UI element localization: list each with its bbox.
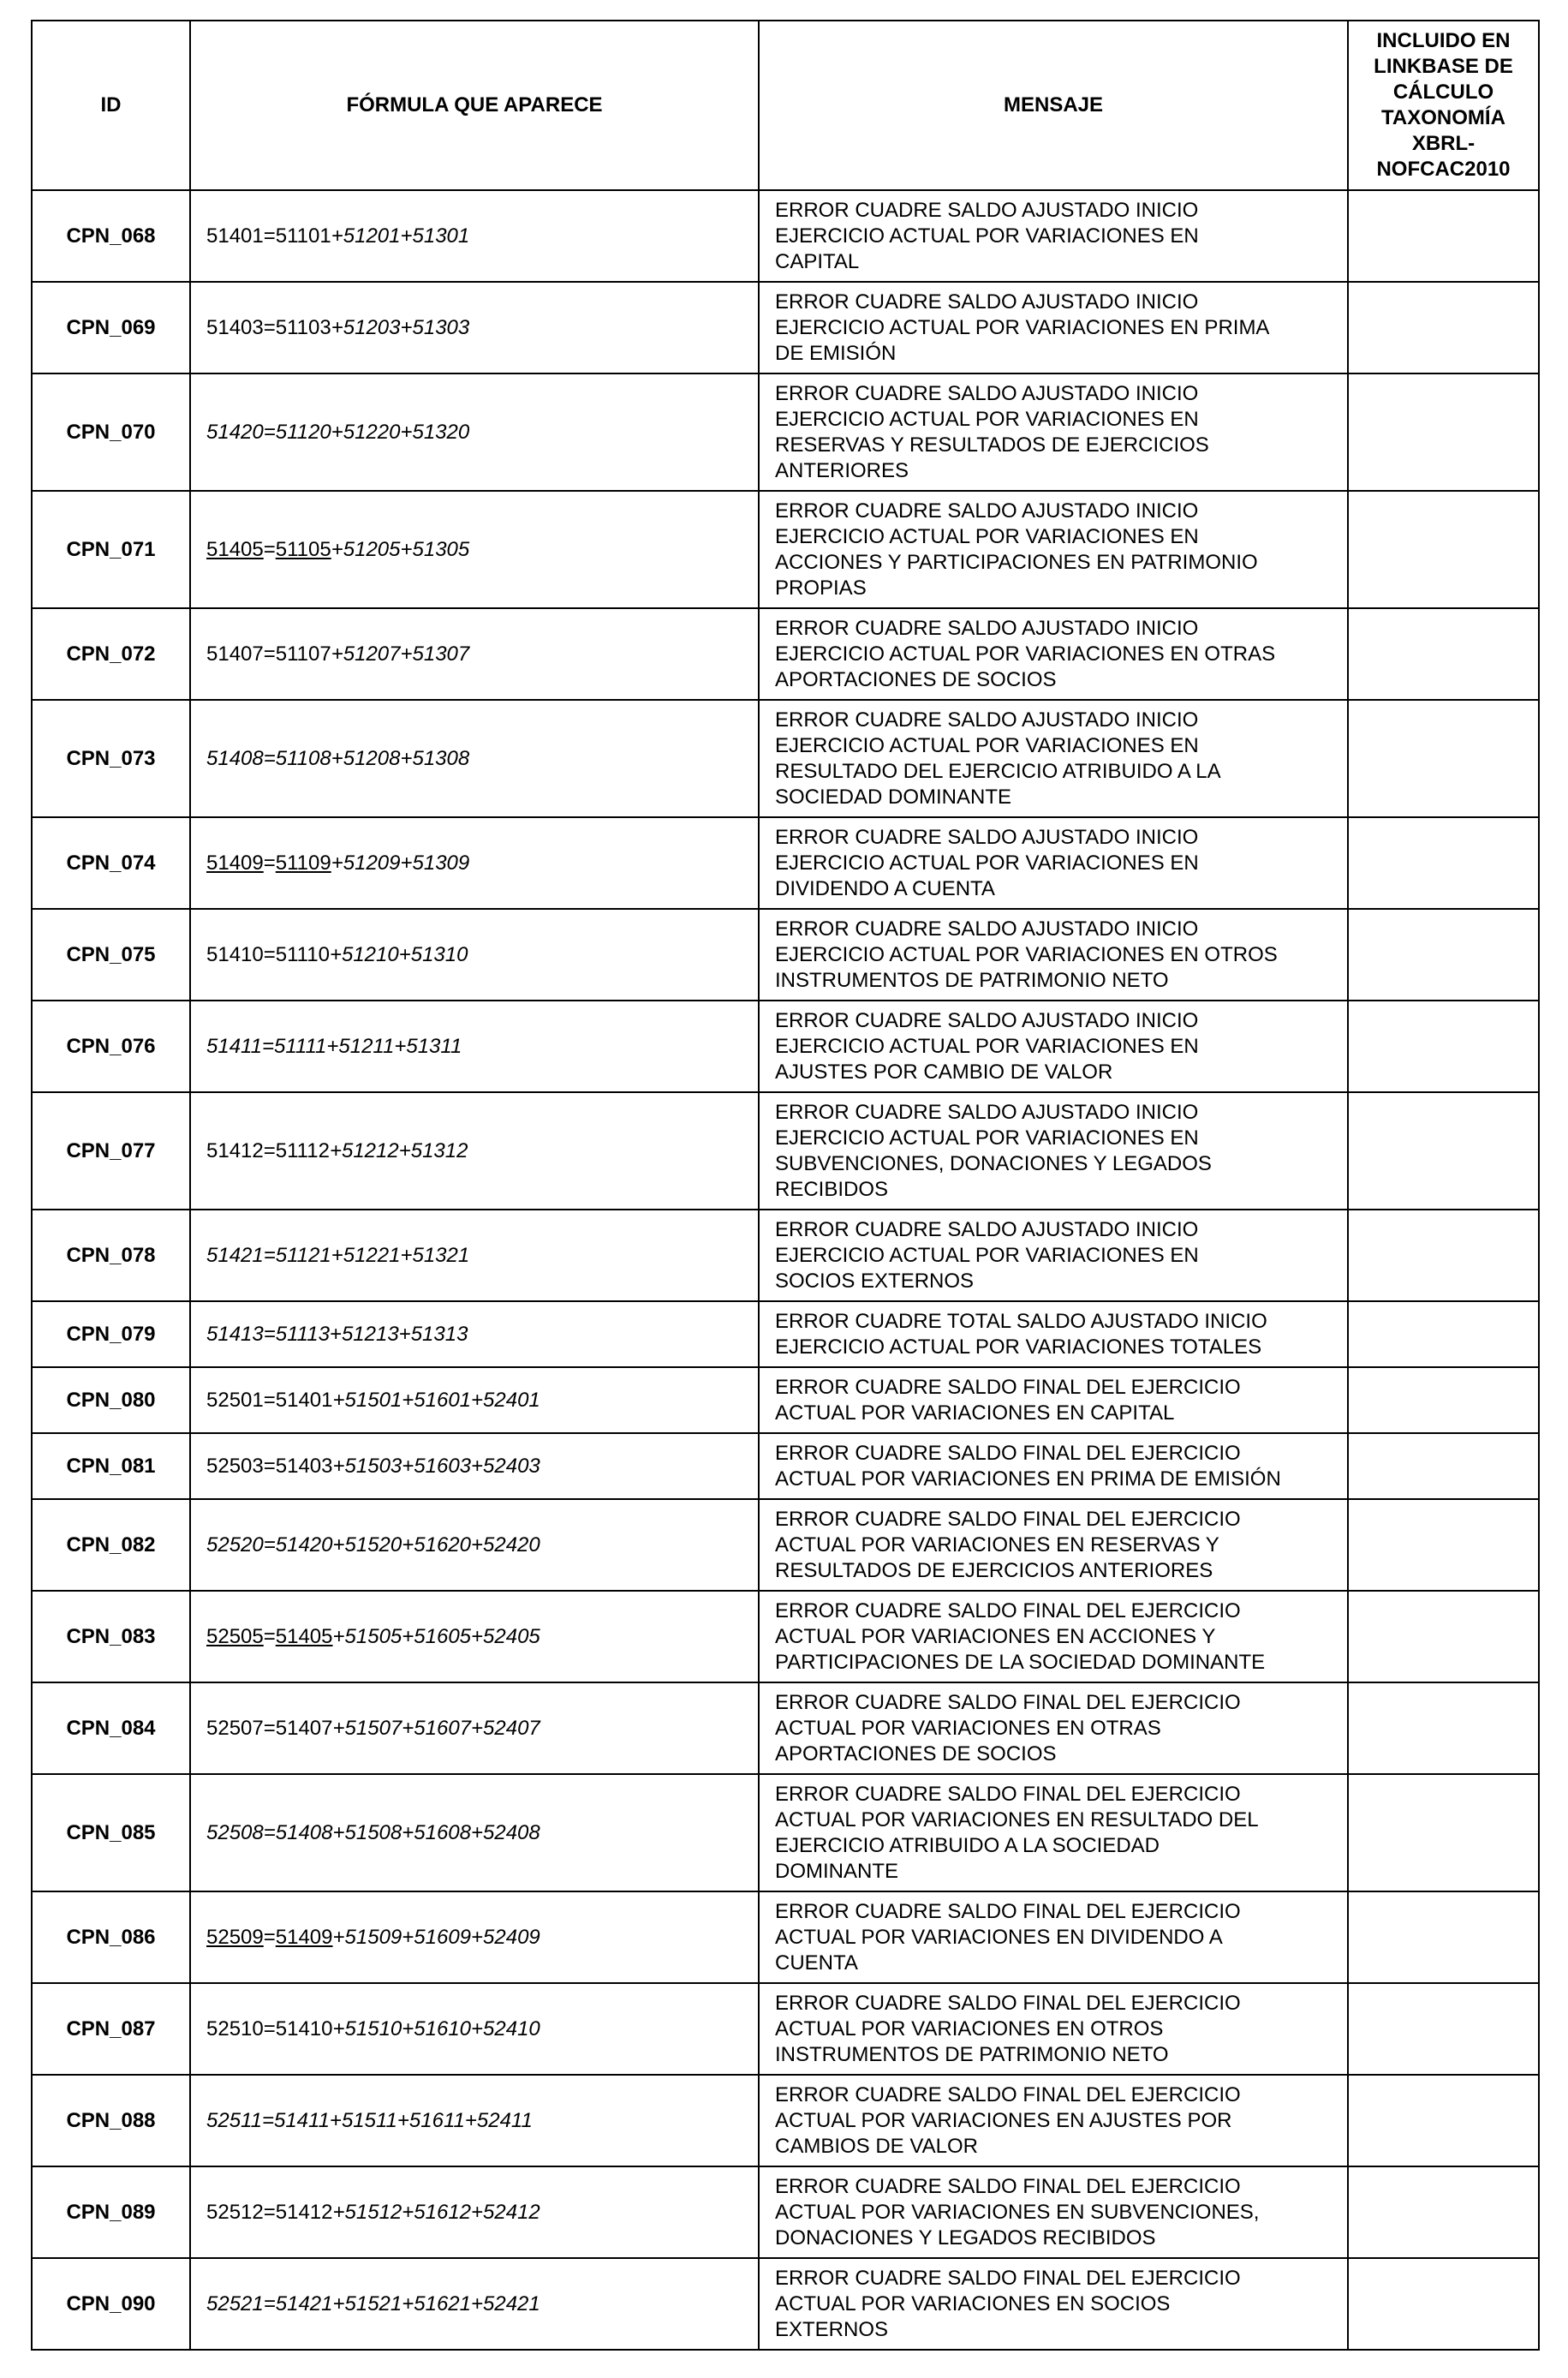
rule-included-cell [1348,282,1539,373]
table-row [32,1001,1539,1092]
table-row [32,1774,1539,1891]
rule-formula [190,2258,759,2350]
rule-id: CPN_082 [32,1499,190,1591]
formula-segment: 52503 [206,1454,264,1478]
formula-segment: 51110 [275,942,330,966]
message-line: SUBVENCIONES, DONACIONES Y LEGADOS [775,1151,1212,1175]
message-line: SOCIOS EXTERNOS [775,1269,975,1293]
rule-included-cell [1348,1983,1539,2075]
message-line: EJERCICIO ACTUAL POR VARIACIONES EN [775,224,1199,248]
message-line: ERROR CUADRE SALDO AJUSTADO INICIO [775,198,1199,222]
header-row [32,21,1539,190]
rule-formula [190,700,759,817]
rule-message [759,1210,1348,1301]
rule-formula [190,1891,759,1983]
rule-message [759,1499,1348,1591]
formula-segment: = [263,1388,276,1412]
table-row [32,909,1539,1001]
rule-id: CPN_081 [32,1433,190,1499]
formula-segment: 51410 [275,2017,333,2040]
table-row [32,1301,1539,1367]
rule-message [759,1983,1348,2075]
formula-segment: = [263,2200,276,2224]
message-line: EJERCICIO ACTUAL POR VARIACIONES EN OTROS [775,942,1278,966]
formula-segment: 51109 [275,851,331,875]
message-line: PROPIAS [775,576,867,600]
formula-segment: +51201+51301 [331,224,470,248]
message-line: EJERCICIO ACTUAL POR VARIACIONES EN [775,1034,1199,1058]
formula-segment: +51505+51605+52405 [332,1624,540,1648]
formula-segment: +51209+51309 [331,851,470,875]
rule-message [759,700,1348,817]
message-line: ERROR CUADRE SALDO FINAL DEL EJERCICIO [775,2174,1241,2198]
rule-included-cell [1348,1591,1539,1682]
rule-message [759,190,1348,282]
message-line: EJERCICIO ACTUAL POR VARIACIONES EN [775,851,1199,875]
formula-segment: 51407 [206,642,264,666]
formula-segment: 51420=51120+51220+51320 [206,420,470,444]
rule-id: CPN_074 [32,817,190,909]
message-line: ERROR CUADRE SALDO FINAL DEL EJERCICIO [775,1690,1241,1714]
table-row [32,282,1539,373]
table-row [32,2075,1539,2166]
rule-id: CPN_090 [32,2258,190,2350]
message-line: EJERCICIO ACTUAL POR VARIACIONES EN [775,733,1199,757]
formula-segment: +51510+51610+52410 [332,2017,540,2040]
validation-rules-table [31,20,1540,2351]
rule-message [759,1591,1348,1682]
message-line: ERROR CUADRE SALDO FINAL DEL EJERCICIO [775,1598,1241,1622]
rule-message [759,1092,1348,1210]
rule-id: CPN_070 [32,373,190,491]
formula-segment: 51401 [206,224,264,248]
rule-id: CPN_088 [32,2075,190,2166]
message-line: ERROR CUADRE SALDO FINAL DEL EJERCICIO [775,1899,1241,1923]
header-included-line: INCLUIDO EN [1376,29,1511,52]
message-line: ACTUAL POR VARIACIONES EN DIVIDENDO A [775,1925,1223,1949]
message-line: ACTUAL POR VARIACIONES EN SUBVENCIONES, [775,2200,1260,2224]
rule-formula [190,373,759,491]
formula-segment: +51503+51603+52403 [332,1454,540,1478]
message-line: EXTERNOS [775,2317,889,2341]
table-row [32,2166,1539,2258]
message-line: ERROR CUADRE SALDO FINAL DEL EJERCICIO [775,1782,1241,1806]
message-line: ACTUAL POR VARIACIONES EN SOCIOS [775,2291,1171,2315]
rule-id: CPN_076 [32,1001,190,1092]
formula-segment: = [263,942,276,966]
formula-segment: 51105 [275,537,331,561]
rule-message [759,1301,1348,1367]
rule-message [759,2075,1348,2166]
rule-included-cell [1348,1210,1539,1301]
table-row [32,1367,1539,1433]
header-included-line: XBRL- [1411,132,1476,155]
rule-message [759,1774,1348,1891]
rule-included-cell [1348,2166,1539,2258]
table-row [32,373,1539,491]
rule-id: CPN_084 [32,1682,190,1774]
message-line: INSTRUMENTOS DE PATRIMONIO NETO [775,2042,1169,2066]
table-row [32,2258,1539,2350]
message-line: RECIBIDOS [775,1177,889,1201]
message-line: ERROR CUADRE SALDO AJUSTADO INICIO [775,499,1199,523]
formula-segment: +51203+51303 [331,315,470,339]
formula-segment: 52512 [206,2200,264,2224]
table-row [32,1210,1539,1301]
formula-segment: 51407 [275,1716,333,1740]
formula-segment: 51410 [206,942,264,966]
formula-segment: +51205+51305 [331,537,470,561]
formula-segment: +51212+51312 [329,1138,468,1162]
message-line: APORTACIONES DE SOCIOS [775,1742,1057,1766]
table-row [32,1983,1539,2075]
table-row [32,608,1539,700]
table-row [32,1499,1539,1591]
message-line: ERROR CUADRE SALDO AJUSTADO INICIO [775,381,1199,405]
table-row [32,190,1539,282]
table-row [32,1891,1539,1983]
message-line: CAMBIOS DE VALOR [775,2134,978,2158]
rule-message [759,1367,1348,1433]
rule-message [759,1891,1348,1983]
rule-included-cell [1348,190,1539,282]
formula-segment: 52521=51421+51521+51621+52421 [206,2291,540,2315]
header-included-line: NOFCAC2010 [1376,158,1511,181]
message-line: ERROR CUADRE SALDO AJUSTADO INICIO [775,917,1199,941]
message-line: EJERCICIO ATRIBUIDO A LA SOCIEDAD [775,1833,1160,1857]
table-row [32,1092,1539,1210]
rule-id: CPN_083 [32,1591,190,1682]
message-line: ERROR CUADRE SALDO FINAL DEL EJERCICIO [775,1375,1241,1399]
formula-segment: +51210+51310 [329,942,468,966]
rule-id: CPN_079 [32,1301,190,1367]
formula-segment: 51103 [275,315,331,339]
rule-included-cell [1348,817,1539,909]
message-line: ACTUAL POR VARIACIONES EN CAPITAL [775,1401,1175,1425]
rule-id: CPN_068 [32,190,190,282]
message-line: INSTRUMENTOS DE PATRIMONIO NETO [775,968,1169,992]
rule-formula [190,817,759,909]
message-line: ANTERIORES [775,458,909,482]
formula-segment: 51112 [275,1138,330,1162]
formula-segment: = [263,2017,276,2040]
message-line: ERROR CUADRE SALDO FINAL DEL EJERCICIO [775,1507,1241,1531]
formula-segment: = [263,224,276,248]
message-line: SOCIEDAD DOMINANTE [775,785,1012,809]
formula-segment: 51405 [206,537,264,561]
rule-included-cell [1348,2258,1539,2350]
rule-message [759,2166,1348,2258]
header-included-line: CÁLCULO [1392,81,1494,104]
rule-id: CPN_069 [32,282,190,373]
message-line: RESULTADO DEL EJERCICIO ATRIBUIDO A LA [775,759,1221,783]
rule-formula [190,1210,759,1301]
formula-segment: 51405 [275,1624,333,1648]
message-line: ACTUAL POR VARIACIONES EN OTROS [775,2017,1164,2040]
message-line: DE EMISIÓN [775,341,897,365]
message-line: ACTUAL POR VARIACIONES EN PRIMA DE EMISIÓN [775,1467,1281,1491]
rule-message [759,1001,1348,1092]
rule-included-cell [1348,1682,1539,1774]
formula-segment: 52511=51411+51511+51611+52411 [206,2108,533,2132]
message-line: ERROR CUADRE SALDO FINAL DEL EJERCICIO [775,2082,1241,2106]
formula-segment: 52509 [206,1925,264,1949]
rule-message [759,2258,1348,2350]
table-row [32,491,1539,608]
rule-message [759,909,1348,1001]
formula-segment: +51509+51609+52409 [332,1925,540,1949]
rule-included-cell [1348,1001,1539,1092]
formula-segment: = [263,537,276,561]
rule-message [759,1682,1348,1774]
message-line: ERROR CUADRE SALDO AJUSTADO INICIO [775,1100,1199,1124]
rule-formula [190,1001,759,1092]
rule-message [759,282,1348,373]
rule-formula [190,2075,759,2166]
formula-segment: +51512+51612+52412 [332,2200,540,2224]
formula-segment: 52501 [206,1388,264,1412]
rule-included-cell [1348,1367,1539,1433]
rule-included-cell [1348,491,1539,608]
header-id: ID [32,21,190,190]
message-line: EJERCICIO ACTUAL POR VARIACIONES EN [775,1243,1199,1267]
rule-formula [190,282,759,373]
formula-segment: +51501+51601+52401 [332,1388,540,1412]
rule-formula [190,491,759,608]
rule-formula [190,2166,759,2258]
message-line: EJERCICIO ACTUAL POR VARIACIONES EN [775,407,1199,431]
message-line: ACTUAL POR VARIACIONES EN RESERVAS Y [775,1533,1219,1556]
formula-segment: = [263,315,276,339]
header-included [1348,21,1539,190]
rule-formula [190,1591,759,1682]
header-message: MENSAJE [759,21,1348,190]
formula-segment: 52510 [206,2017,264,2040]
formula-segment: +51507+51607+52407 [332,1716,540,1740]
rule-included-cell [1348,1774,1539,1891]
message-line: ERROR CUADRE TOTAL SALDO AJUSTADO INICIO [775,1309,1267,1333]
rule-message [759,373,1348,491]
rule-included-cell [1348,909,1539,1001]
message-line: PARTICIPACIONES DE LA SOCIEDAD DOMINANTE [775,1650,1266,1674]
message-line: APORTACIONES DE SOCIOS [775,667,1057,691]
message-line: ERROR CUADRE SALDO AJUSTADO INICIO [775,616,1199,640]
table-row [32,817,1539,909]
formula-segment: 51408=51108+51208+51308 [206,746,470,770]
message-line: ACCIONES Y PARTICIPACIONES EN PATRIMONIO [775,550,1258,574]
message-line: ACTUAL POR VARIACIONES EN ACCIONES Y [775,1624,1216,1648]
message-line: ERROR CUADRE SALDO AJUSTADO INICIO [775,1008,1199,1032]
rule-id: CPN_075 [32,909,190,1001]
formula-segment: +51207+51307 [331,642,470,666]
rule-formula [190,1301,759,1367]
rule-id: CPN_073 [32,700,190,817]
message-line: EJERCICIO ACTUAL POR VARIACIONES EN PRIMA [775,315,1270,339]
formula-segment: = [263,1716,276,1740]
message-line: ERROR CUADRE SALDO AJUSTADO INICIO [775,708,1199,732]
header-included-line: LINKBASE DE [1374,55,1513,78]
formula-segment: 51107 [275,642,331,666]
rule-message [759,608,1348,700]
rule-id: CPN_089 [32,2166,190,2258]
formula-segment: 51412 [206,1138,264,1162]
message-line: ERROR CUADRE SALDO FINAL DEL EJERCICIO [775,2266,1241,2290]
message-line: CUENTA [775,1951,858,1975]
rule-id: CPN_078 [32,1210,190,1301]
formula-segment: 51409 [206,851,264,875]
message-line: ACTUAL POR VARIACIONES EN AJUSTES POR [775,2108,1232,2132]
rule-id: CPN_080 [32,1367,190,1433]
rule-formula [190,1092,759,1210]
formula-segment: 51101 [275,224,331,248]
formula-segment: 51411=51111+51211+51311 [206,1034,462,1058]
rule-id: CPN_085 [32,1774,190,1891]
rule-included-cell [1348,1433,1539,1499]
message-line: ACTUAL POR VARIACIONES EN RESULTADO DEL [775,1807,1259,1831]
formula-segment: 51403 [206,315,264,339]
header-formula: FÓRMULA QUE APARECE [190,21,759,190]
rule-id: CPN_086 [32,1891,190,1983]
message-line: ERROR CUADRE SALDO AJUSTADO INICIO [775,290,1199,314]
message-line: EJERCICIO ACTUAL POR VARIACIONES EN OTRAS [775,642,1276,666]
message-line: AJUSTES POR CAMBIO DE VALOR [775,1060,1113,1084]
rule-formula [190,608,759,700]
header-included-line: TAXONOMÍA [1381,106,1505,129]
table-row [32,700,1539,817]
rule-id: CPN_072 [32,608,190,700]
rule-message [759,1433,1348,1499]
rule-included-cell [1348,373,1539,491]
rule-message [759,491,1348,608]
message-line: EJERCICIO ACTUAL POR VARIACIONES EN [775,1126,1199,1150]
message-line: CAPITAL [775,249,860,273]
rule-formula [190,1367,759,1433]
message-line: DONACIONES Y LEGADOS RECIBIDOS [775,2226,1156,2250]
formula-segment: = [263,642,276,666]
rule-included-cell [1348,1301,1539,1367]
formula-segment: = [263,1925,276,1949]
message-line: DIVIDENDO A CUENTA [775,876,995,900]
rule-formula [190,1499,759,1591]
message-line: RESERVAS Y RESULTADOS DE EJERCICIOS [775,433,1209,457]
rule-formula [190,1433,759,1499]
formula-segment: 52520=51420+51520+51620+52420 [206,1533,540,1556]
formula-segment: 52507 [206,1716,264,1740]
formula-segment: 51421=51121+51221+51321 [206,1243,470,1267]
rule-included-cell [1348,1499,1539,1591]
formula-segment: 51412 [275,2200,333,2224]
formula-segment: 51413=51113+51213+51313 [206,1322,468,1346]
formula-segment: 51403 [275,1454,333,1478]
message-line: ERROR CUADRE SALDO FINAL DEL EJERCICIO [775,1441,1241,1465]
rule-formula [190,1774,759,1891]
rule-formula [190,190,759,282]
rule-id: CPN_077 [32,1092,190,1210]
rule-included-cell [1348,2075,1539,2166]
rule-formula [190,909,759,1001]
message-line: EJERCICIO ACTUAL POR VARIACIONES TOTALES [775,1335,1262,1359]
table-row [32,1682,1539,1774]
rule-formula [190,1682,759,1774]
message-line: ERROR CUADRE SALDO AJUSTADO INICIO [775,1217,1199,1241]
rule-included-cell [1348,700,1539,817]
message-line: EJERCICIO ACTUAL POR VARIACIONES EN [775,524,1199,548]
rule-included-cell [1348,1891,1539,1983]
formula-segment: 52508=51408+51508+51608+52408 [206,1820,540,1844]
rule-included-cell [1348,1092,1539,1210]
rule-included-cell [1348,608,1539,700]
formula-segment: = [263,851,276,875]
table-row [32,1433,1539,1499]
formula-segment: = [263,1454,276,1478]
formula-segment: 51401 [275,1388,333,1412]
message-line: DOMINANTE [775,1859,898,1883]
formula-segment: = [263,1138,276,1162]
formula-segment: 51409 [275,1925,333,1949]
formula-segment: 52505 [206,1624,264,1648]
rule-id: CPN_071 [32,491,190,608]
table-row [32,1591,1539,1682]
message-line: RESULTADOS DE EJERCICIOS ANTERIORES [775,1558,1213,1582]
message-line: ACTUAL POR VARIACIONES EN OTRAS [775,1716,1161,1740]
message-line: ERROR CUADRE SALDO AJUSTADO INICIO [775,825,1199,849]
rule-id: CPN_087 [32,1983,190,2075]
rule-formula [190,1983,759,2075]
formula-segment: = [263,1624,276,1648]
message-line: ERROR CUADRE SALDO FINAL DEL EJERCICIO [775,1991,1241,2015]
rule-message [759,817,1348,909]
